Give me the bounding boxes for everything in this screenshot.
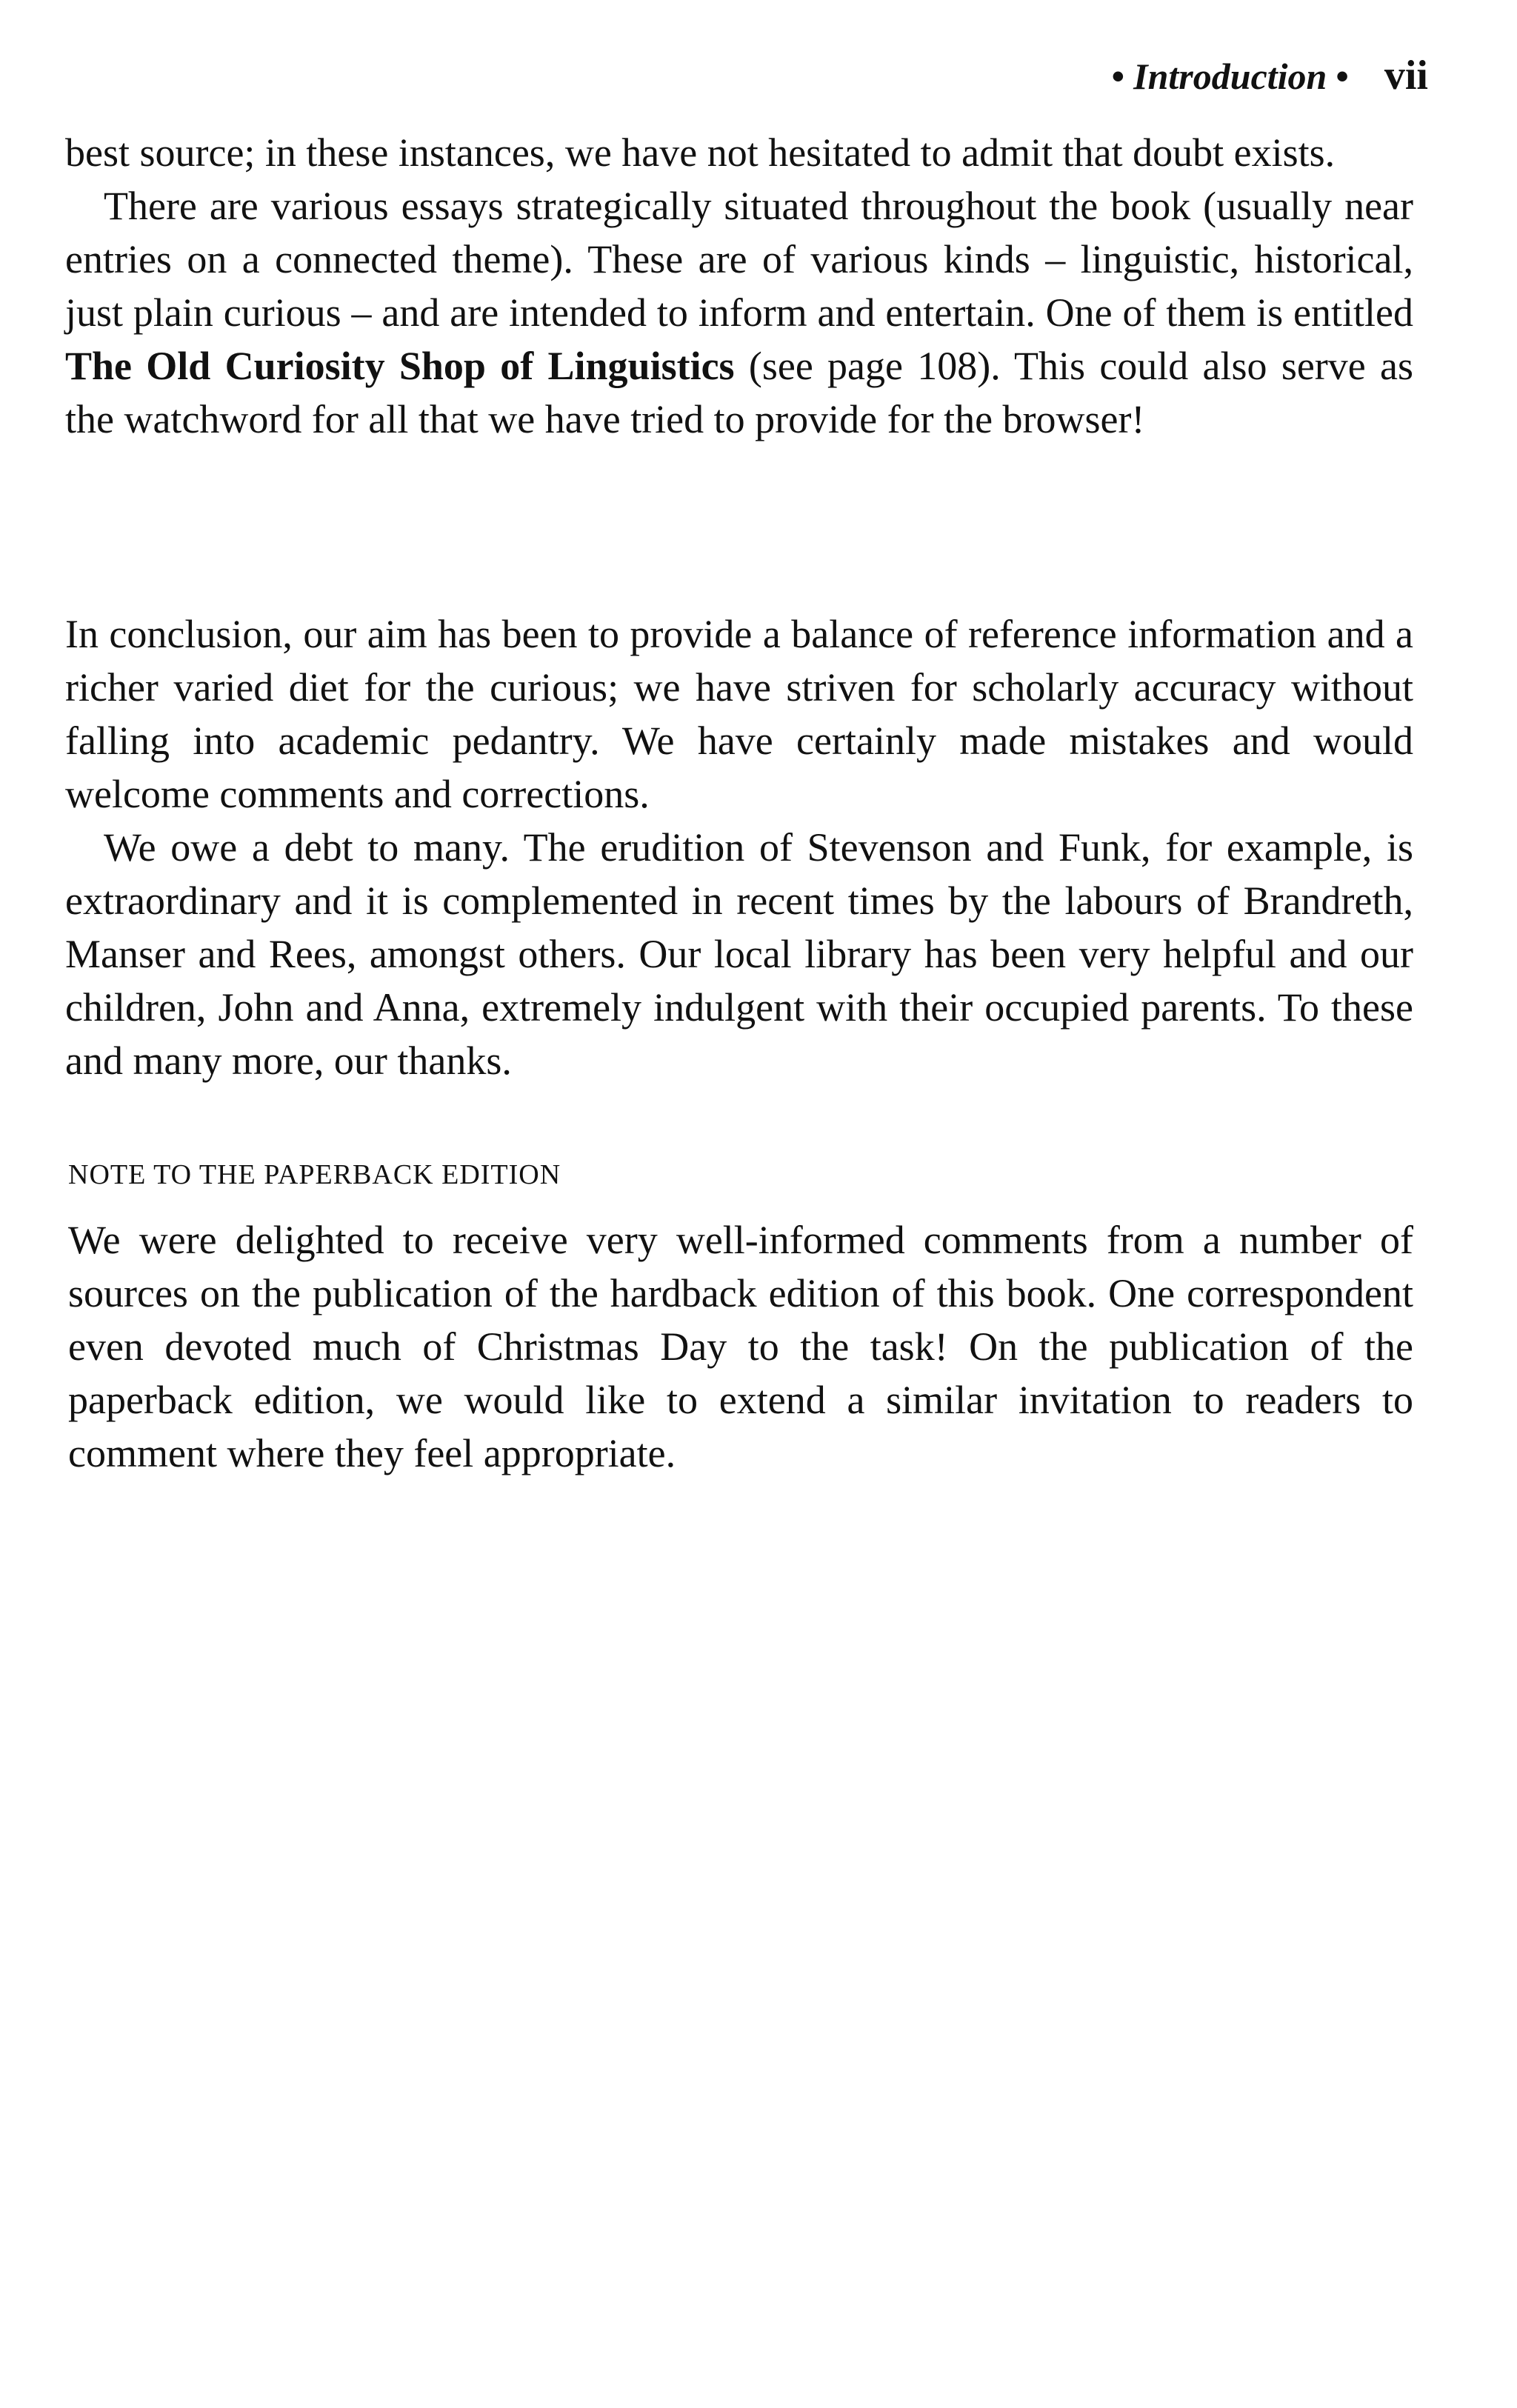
paragraph-conclusion: In conclusion, our aim has been to provide a balance of reference information and a richer varied diet for the curious; we have striven for scholarly accuracy without falling into academic pedantry. We have certainly made mistakes and would welcome comments and corrections. (65, 612, 1413, 816)
paragraph-essays-text-1: There are various essays strategically situated throughout the book (usually near entries on a connected theme). These are of various kinds – linguistic, historical, just plain curious – and are intended to inform and entertain. One of them is entitled (65, 184, 1413, 335)
essay-title: The Old Curiosity Shop of Linguistics (65, 344, 735, 388)
text-block-conclusion (65, 607, 1413, 1087)
paragraph-continued: best source; in these instances, we have not hesitated to admit that doubt exists. (65, 130, 1336, 175)
running-head-section-title: Introduction (1133, 56, 1327, 97)
paragraph-essays-text-2: (see page 108). This could also serve as the watchword for all that we have tried to provide for the browser! (65, 344, 1414, 441)
running-head (1103, 46, 1428, 106)
running-head-bullet-left: • (1111, 56, 1125, 97)
note-heading: NOTE TO THE PAPERBACK EDITION (68, 1159, 561, 1190)
running-head-bullet-right: • (1336, 56, 1349, 97)
paragraph-note: We were delighted to receive very well-informed comments from a number of sources on the publication of the hardback edition of this book. One correspondent even devoted much of Christmas Day to the task! On the publication of the paperback edition, we would like to extend a similar invitation to readers to comment where they feel appropriate. (68, 1218, 1413, 1475)
paragraph-essays (65, 179, 1413, 446)
page-number: vii (1384, 53, 1428, 99)
paragraph-acknowledgements: We owe a debt to many. The erudition of Stevenson and Funk, for example, is extraordinary and it is complemented in recent times by the labours of Brandreth, Manser and Rees, amongst others. Our local library has been very helpful and our children, John and Anna, extremely indulgent with their occupied parents. To these and many more, our thanks. (65, 825, 1413, 1083)
text-block-continuation (65, 126, 1413, 446)
text-block-note (68, 1213, 1413, 1480)
